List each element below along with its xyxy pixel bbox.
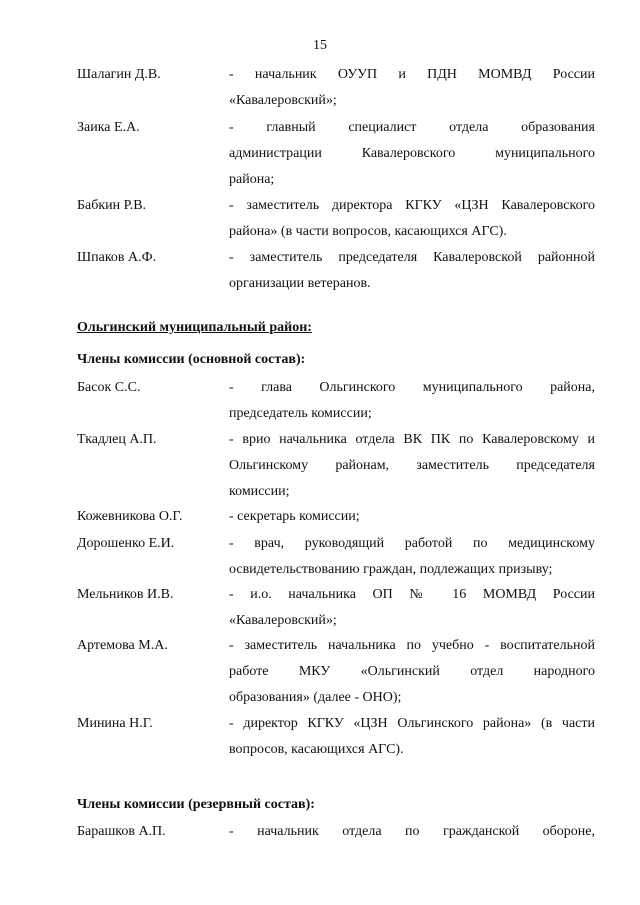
role-line: - начальник отдела по гражданской обороне, xyxy=(229,824,595,839)
member-role xyxy=(229,531,595,583)
member-name: Артемова М.А. xyxy=(77,638,168,653)
role-line: - начальник ОУУП и ПДН МОМВД России xyxy=(229,67,595,82)
member-name: Бабкин Р.В. xyxy=(77,198,147,213)
member-name: Минина Н.Г. xyxy=(77,716,153,731)
member-role xyxy=(229,245,595,297)
page-number: 15 xyxy=(313,38,327,53)
member-role xyxy=(229,427,595,505)
role-line: комиссии; xyxy=(229,484,290,499)
member-name: Шалагин Д.В. xyxy=(77,67,161,82)
role-line: - секретарь комиссии; xyxy=(229,509,360,524)
role-line: - врио начальника отдела ВК ПК по Кавалеровскому и xyxy=(229,432,595,447)
role-line: организации ветеранов. xyxy=(229,276,371,291)
role-line: - глава Ольгинского муниципального района, xyxy=(229,380,595,395)
member-name: Заика Е.А. xyxy=(77,120,140,135)
role-line: - заместитель председателя Кавалеровской районной xyxy=(229,250,595,265)
member-name: Шпаков А.Ф. xyxy=(77,250,157,265)
role-line: председатель комиссии; xyxy=(229,406,372,421)
role-line: работе МКУ «Ольгинский отдел народного xyxy=(229,664,595,679)
role-line: - директор КГКУ «ЦЗН Ольгинского района» (в части xyxy=(229,716,595,731)
member-role xyxy=(229,504,595,530)
member-role xyxy=(229,62,595,114)
member-role xyxy=(229,633,595,711)
role-line: «Кавалеровский»; xyxy=(229,613,337,628)
role-line: района» (в части вопросов, касающихся АГС). xyxy=(229,224,507,239)
member-role xyxy=(229,711,595,763)
member-role xyxy=(229,193,595,245)
member-role xyxy=(229,375,595,427)
role-line: района; xyxy=(229,172,275,187)
role-line: - и.о. начальника ОП № 16 МОМВД России xyxy=(229,587,595,602)
role-line: - главный специалист отдела образования xyxy=(229,120,595,135)
member-name: Дорошенко Е.И. xyxy=(77,536,175,551)
role-line: Ольгинскому районам, заместитель председателя xyxy=(229,458,595,473)
member-name: Барашков А.П. xyxy=(77,824,166,839)
member-role xyxy=(229,115,595,193)
role-line: образования» (далее - ОНО); xyxy=(229,690,402,705)
district-heading: Ольгинский муниципальный район: xyxy=(77,320,312,335)
member-name: Кожевникова О.Г. xyxy=(77,509,183,524)
member-name: Басок С.С. xyxy=(77,380,141,395)
role-line: администрации Кавалеровского муниципального xyxy=(229,146,595,161)
member-name: Ткадлец А.П. xyxy=(77,432,157,447)
role-line: вопросов, касающихся АГС). xyxy=(229,742,404,757)
member-role xyxy=(229,582,595,634)
reserve-members-heading: Члены комиссии (резервный состав): xyxy=(77,797,315,812)
role-line: - врач, руководящий работой по медицинскому xyxy=(229,536,595,551)
role-line: - заместитель начальника по учебно - воспитательной xyxy=(229,638,595,653)
role-line: - заместитель директора КГКУ «ЦЗН Кавалеровского xyxy=(229,198,595,213)
role-line: «Кавалеровский»; xyxy=(229,93,337,108)
role-line: освидетельствованию граждан, подлежащих призыву; xyxy=(229,562,553,577)
main-members-heading: Члены комиссии (основной состав): xyxy=(77,352,306,367)
member-role xyxy=(229,819,595,845)
member-name: Мельников И.В. xyxy=(77,587,174,602)
